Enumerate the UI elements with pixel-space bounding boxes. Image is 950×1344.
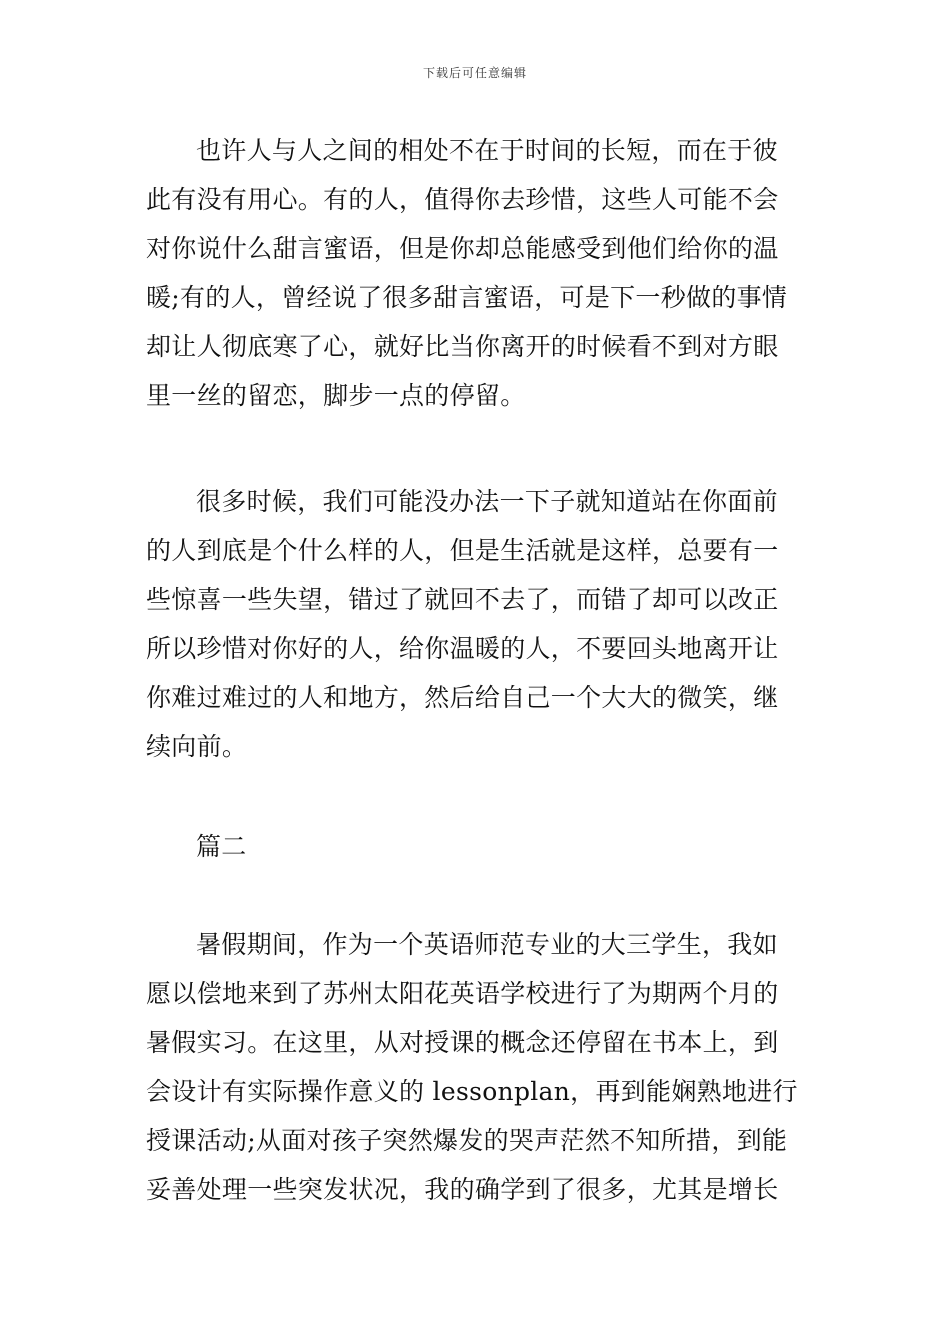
paragraph-line: 所以珍惜对你好的人，给你温暖的人，不要回头地离开让 [146,634,779,663]
section-heading [146,822,806,871]
paragraph-line: 暖;有的人，曾经说了很多甜言蜜语，可是下一秒做的事情 [146,283,788,312]
paragraph-line: 的人到底是个什么样的人，但是生活就是这样，总要有一 [146,536,779,565]
paragraph-line: 些惊喜一些失望，错过了就回不去了，而错了却可以改正 [146,585,779,614]
paragraph-line: 授课活动;从面对孩子突然爆发的哭声茫然不知所措，到能 [146,1126,788,1155]
paragraph-line: 却让人彻底寒了心，就好比当你离开的时候看不到对方眼 [146,332,779,361]
paragraph-line: 此有没有用心。有的人，值得你去珍惜，这些人可能不会 [146,185,779,214]
paragraph-line: 你难过难过的人和地方，然后给自己一个大大的微笑，继 [146,683,779,712]
paragraph-line: 续向前。 [146,732,248,761]
paragraph-line: 妥善处理一些突发状况，我的确学到了很多，尤其是增长 [146,1175,779,1204]
page-header: 下载后可任意编辑 [422,66,527,80]
paragraph-line: 也许人与人之间的相处不在于时间的长短，而在于彼 [196,136,778,165]
paragraph-line: 会设计有实际操作意义的 lessonplan，再到能娴熟地进行 [146,1077,798,1106]
paragraph-3 [146,920,806,1214]
paragraph-line: 很多时候，我们可能没办法一下子就知道站在你面前 [196,487,778,516]
paragraph-line: 里一丝的留恋，脚步一点的停留。 [146,381,526,410]
section-heading-text: 篇二 [196,832,247,861]
paragraph-1 [146,126,806,420]
paragraph-line: 暑假实习。在这里，从对授课的概念还停留在书本上，到 [146,1028,779,1057]
paragraph-line: 对你说什么甜言蜜语，但是你却总能感受到他们给你的温 [146,234,779,263]
paragraph-2 [146,477,806,771]
paragraph-line: 愿以偿地来到了苏州太阳花英语学校进行了为期两个月的 [146,979,779,1008]
paragraph-line: 暑假期间，作为一个英语师范专业的大三学生，我如 [196,930,778,959]
